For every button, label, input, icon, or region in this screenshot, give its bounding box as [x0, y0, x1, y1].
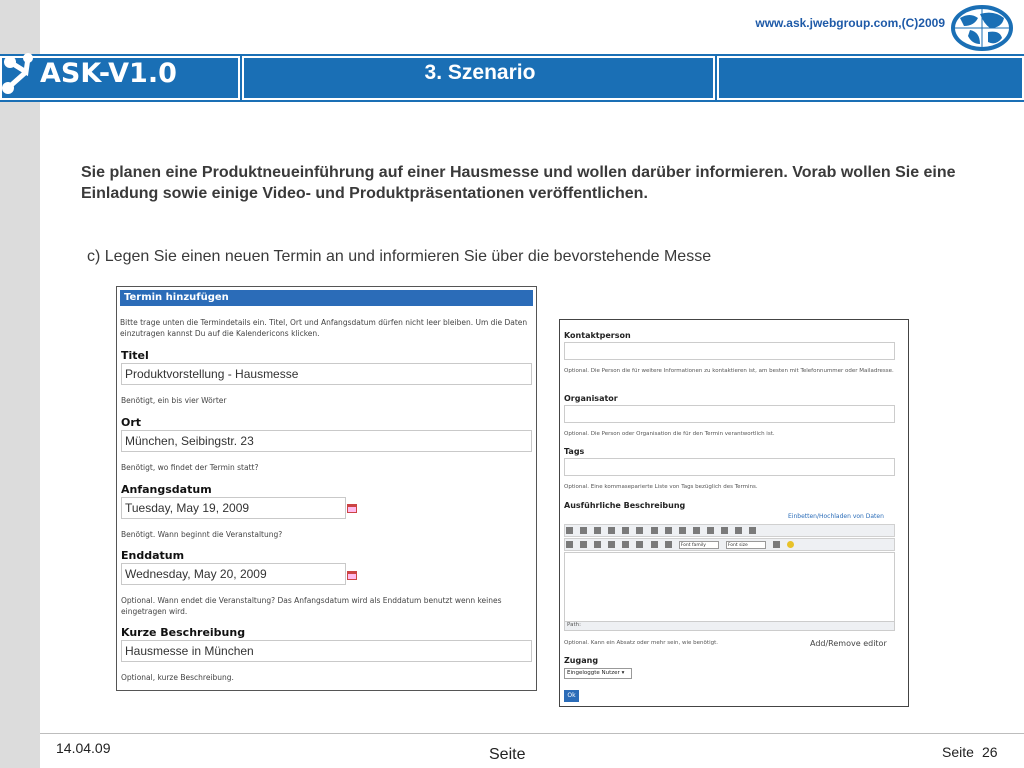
logo-icon [0, 48, 44, 106]
tags-label: Tags [564, 447, 585, 456]
titel-field[interactable]: Produktvorstellung - Hausmesse [121, 363, 532, 385]
cut-icon[interactable] [622, 541, 629, 548]
smiley-icon[interactable] [787, 541, 794, 548]
editor-toolbar-1 [564, 524, 895, 537]
enddatum-field[interactable]: Wednesday, May 20, 2009 [121, 563, 346, 585]
find-icon[interactable] [665, 541, 672, 548]
paste-icon[interactable] [651, 541, 658, 548]
link-icon[interactable] [679, 527, 686, 534]
italic-icon[interactable] [580, 527, 587, 534]
kontaktperson-label: Kontaktperson [564, 331, 631, 340]
titel-help: Benötigt, ein bis vier Wörter [121, 396, 227, 405]
zugang-select-value: Eingeloggte Nutzer [567, 670, 620, 676]
intro-text: Sie planen eine Produktneueinführung auf einer Hausmesse und wollen darüber informieren. Vorab wollen Sie eine Einladung sowie einige Video- und Produktpräsentationen veröffentlichen. [81, 164, 956, 202]
underline-icon[interactable] [594, 527, 601, 534]
calendar-icon[interactable] [347, 504, 357, 513]
code-icon[interactable] [735, 527, 742, 534]
footer-page-label: Seite [942, 744, 974, 760]
quote-icon[interactable] [721, 527, 728, 534]
table-icon[interactable] [749, 527, 756, 534]
align-left-icon[interactable] [566, 541, 573, 548]
ort-field[interactable]: München, Seibingstr. 23 [121, 430, 532, 452]
footer-date: 14.04.09 [56, 740, 111, 756]
termin-form-screenshot [116, 286, 537, 691]
editor-path: Path: [564, 621, 895, 631]
termin-details-screenshot [559, 319, 909, 707]
anfangsdatum-field[interactable]: Tuesday, May 19, 2009 [121, 497, 346, 519]
align-right-icon[interactable] [594, 541, 601, 548]
organisator-field[interactable] [564, 405, 895, 423]
tags-field[interactable] [564, 458, 895, 476]
tags-help: Optional. Eine kommaseparierte Liste von Tags bezüglich des Termins. [564, 484, 758, 490]
slide-title: 3. Szenario [424, 61, 536, 84]
font-size-select[interactable]: Font size [726, 541, 766, 549]
logo-text: ASK-V1.0 [40, 58, 177, 89]
ok-button[interactable]: Ok [564, 690, 579, 702]
beschreibung-editor[interactable] [564, 552, 895, 630]
align-center-icon[interactable] [580, 541, 587, 548]
zugang-select[interactable]: Eingeloggte Nutzer ▾ [564, 668, 632, 679]
ort-label: Ort [121, 416, 142, 429]
anfangsdatum-label: Anfangsdatum [121, 483, 212, 496]
redo-icon[interactable] [665, 527, 672, 534]
kurze-beschreibung-field[interactable]: Hausmesse in München [121, 640, 532, 662]
bullet-list-icon[interactable] [622, 527, 629, 534]
footer-page-number: 26 [982, 744, 998, 760]
header-url: www.ask.jwebgroup.com,(C)2009 [755, 16, 945, 30]
kurze-beschreibung-help: Optional, kurze Beschreibung. [121, 673, 234, 682]
globe-icon [950, 4, 1014, 52]
left-strip [0, 0, 40, 768]
enddatum-help: Optional. Wann endet die Veranstaltung? Das Anfangsdatum wird als Enddatum benutzt wenn keines eingetragen wird. [121, 596, 502, 616]
kontaktperson-field[interactable] [564, 342, 895, 360]
unlink-icon[interactable] [693, 527, 700, 534]
upload-link[interactable]: Einbetten/Hochladen von Daten [788, 513, 884, 520]
numbered-list-icon[interactable] [636, 527, 643, 534]
bold-icon[interactable] [566, 527, 573, 534]
organisator-help: Optional. Die Person oder Organisation die für den Termin verantwortlich ist. [564, 431, 775, 437]
add-remove-editor-link[interactable]: Add/Remove editor [810, 639, 887, 648]
footer-line [40, 733, 1024, 734]
copy-icon[interactable] [636, 541, 643, 548]
help-icon[interactable] [773, 541, 780, 548]
enddatum-label: Enddatum [121, 549, 185, 562]
ausfuehrliche-beschreibung-label: Ausführliche Beschreibung [564, 501, 686, 510]
task-text: c) Legen Sie einen neuen Termin an und informieren Sie über die bevorstehende Messe [87, 248, 712, 265]
ort-help: Benötigt, wo findet der Termin statt? [121, 463, 259, 472]
kontaktperson-help: Optional. Die Person die für weitere Informationen zu kontaktieren ist, am besten mit Telefonnummer oder Mailadresse. [564, 368, 894, 374]
anfangsdatum-help: Benötigt. Wann beginnt die Veranstaltung? [121, 530, 283, 539]
undo-icon[interactable] [651, 527, 658, 534]
zugang-label: Zugang [564, 656, 599, 665]
align-justify-icon[interactable] [608, 541, 615, 548]
editor-toolbar-2 [564, 538, 895, 551]
calendar-icon[interactable] [347, 571, 357, 580]
kurze-beschreibung-label: Kurze Beschreibung [121, 626, 246, 639]
header-right-box [717, 56, 1024, 100]
image-icon[interactable] [707, 527, 714, 534]
form-instructions: Bitte trage unten die Termindetails ein. Titel, Ort und Anfangsdatum dürfen nicht leer bleiben. Um die Daten einzutragen kannst Du auf die Kalendericons klicken. [120, 318, 528, 338]
titel-label: Titel [121, 349, 149, 362]
organisator-label: Organisator [564, 394, 618, 403]
termin-form-header: Termin hinzufügen [120, 290, 533, 306]
font-family-select[interactable]: Font family [679, 541, 719, 549]
strikethrough-icon[interactable] [608, 527, 615, 534]
footer-seite: Seite [489, 746, 526, 763]
beschreibung-help: Optional. Kann ein Absatz oder mehr sein, wie benötigt. [564, 640, 718, 646]
